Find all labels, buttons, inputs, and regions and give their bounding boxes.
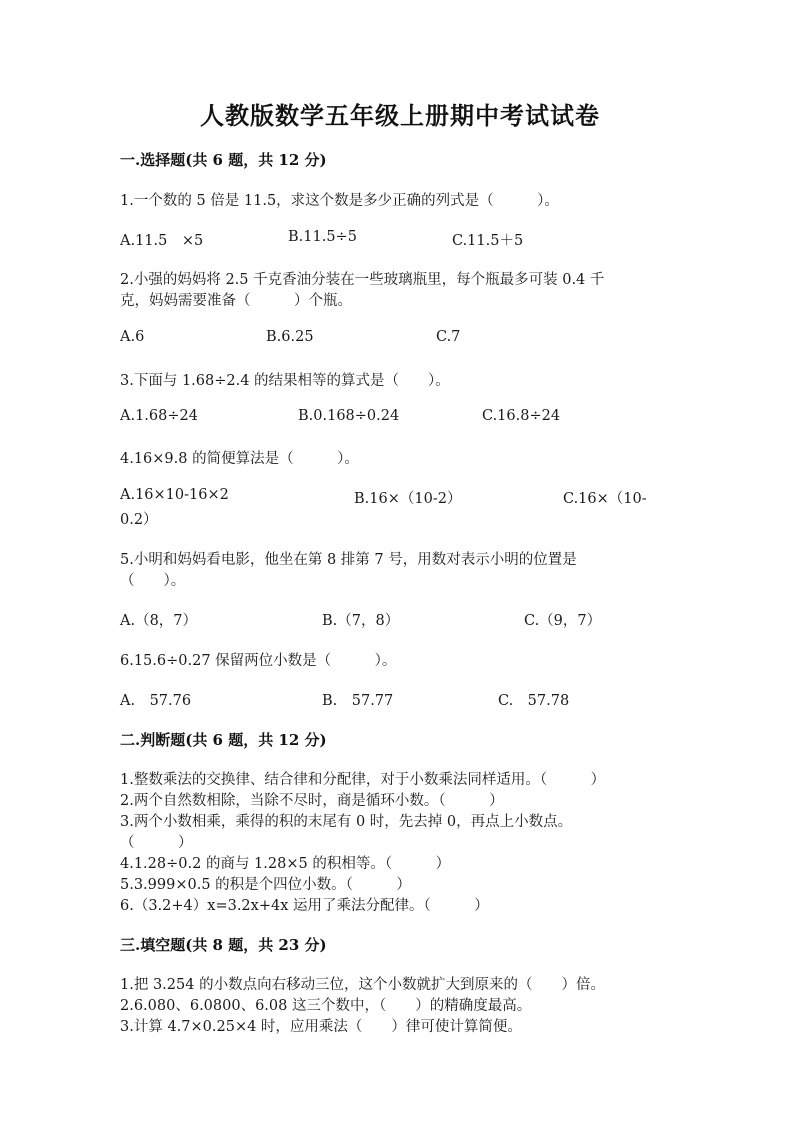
fill-in-item-2: 2.6.080、6.0800、6.08 这三个数中，（ ）的精确度最高。 bbox=[120, 998, 532, 1014]
option-b: B.11.5÷5 bbox=[288, 229, 357, 245]
question-1: 1.一个数的 5 倍是 11.5，求这个数是多少正确的列式是（ ）。 bbox=[120, 193, 559, 209]
option-a: A.1.68÷24 bbox=[120, 408, 198, 424]
option-c: C.11.5＋5 bbox=[452, 233, 524, 249]
judgement-item-3-continued: （ ） bbox=[120, 835, 193, 851]
question-5-line-1: 5.小明和妈妈看电影，他坐在第 8 排第 7 号，用数对表示小明的位置是 bbox=[120, 552, 577, 568]
question-5-line-2: （ ）。 bbox=[120, 573, 186, 589]
option-c: C.16×（10- bbox=[563, 491, 647, 507]
page-title: 人教版数学五年级上册期中考试试卷 bbox=[200, 101, 600, 130]
option-c: C. 57.78 bbox=[498, 693, 570, 709]
judgement-item-6: 6.（3.2+4）x=3.2x+4x 运用了乘法分配律。（ ） bbox=[120, 898, 489, 914]
question-6: 6.15.6÷0.27 保留两位小数是（ ）。 bbox=[120, 653, 397, 669]
question-4: 4.16×9.8 的简便算法是（ ）。 bbox=[120, 451, 359, 467]
option-a: A. 57.76 bbox=[120, 693, 192, 709]
option-c-continued: 0.2） bbox=[120, 512, 158, 528]
option-a: A.（8，7） bbox=[120, 613, 198, 629]
section-heading-choice: 一.选择题(共 6 题，共 12 分) bbox=[120, 151, 327, 169]
option-b: B.6.25 bbox=[266, 329, 314, 345]
question-2-line-1: 2.小强的妈妈将 2.5 千克香油分装在一些玻璃瓶里，每个瓶最多可装 0.4 千 bbox=[120, 272, 605, 288]
section-heading-judgement: 二.判断题(共 6 题，共 12 分) bbox=[120, 731, 327, 749]
judgement-item-1: 1.整数乘法的交换律、结合律和分配律，对于小数乘法同样适用。（ ） bbox=[120, 772, 606, 788]
section-heading-fill-in: 三.填空题(共 8 题，共 23 分) bbox=[120, 936, 327, 954]
fill-in-item-3: 3.计算 4.7×0.25×4 时，应用乘法（ ）律可使计算简便。 bbox=[120, 1019, 522, 1035]
option-b: B.（7，8） bbox=[322, 613, 400, 629]
fill-in-item-1: 1.把 3.254 的小数点向右移动三位，这个小数就扩大到原来的（ ）倍。 bbox=[120, 977, 606, 993]
option-c: C.（9，7） bbox=[524, 613, 602, 629]
option-b: B.16×（10-2） bbox=[354, 491, 462, 507]
judgement-item-3: 3.两个小数相乘，乘得的积的末尾有 0 时，先去掉 0，再点上小数点。 bbox=[120, 814, 573, 830]
option-c: C.16.8÷24 bbox=[482, 408, 561, 424]
question-3: 3.下面与 1.68÷2.4 的结果相等的算式是（ ）。 bbox=[120, 373, 450, 389]
option-b: B. 57.77 bbox=[322, 693, 394, 709]
judgement-item-2: 2.两个自然数相除，当除不尽时，商是循环小数。（ ） bbox=[120, 793, 504, 809]
option-c: C.7 bbox=[436, 329, 461, 345]
option-b: B.0.168÷0.24 bbox=[298, 408, 400, 424]
judgement-item-4: 4.1.28÷0.2 的商与 1.28×5 的积相等。（ ） bbox=[120, 856, 451, 872]
option-a: A.16×10-16×2 bbox=[120, 487, 229, 503]
judgement-item-5: 5.3.999×0.5 的积是个四位小数。（ ） bbox=[120, 877, 411, 893]
option-a: A.6 bbox=[120, 329, 145, 345]
question-2-line-2: 克，妈妈需要准备（ ）个瓶。 bbox=[120, 293, 352, 309]
option-a: A.11.5 ×5 bbox=[120, 233, 204, 249]
